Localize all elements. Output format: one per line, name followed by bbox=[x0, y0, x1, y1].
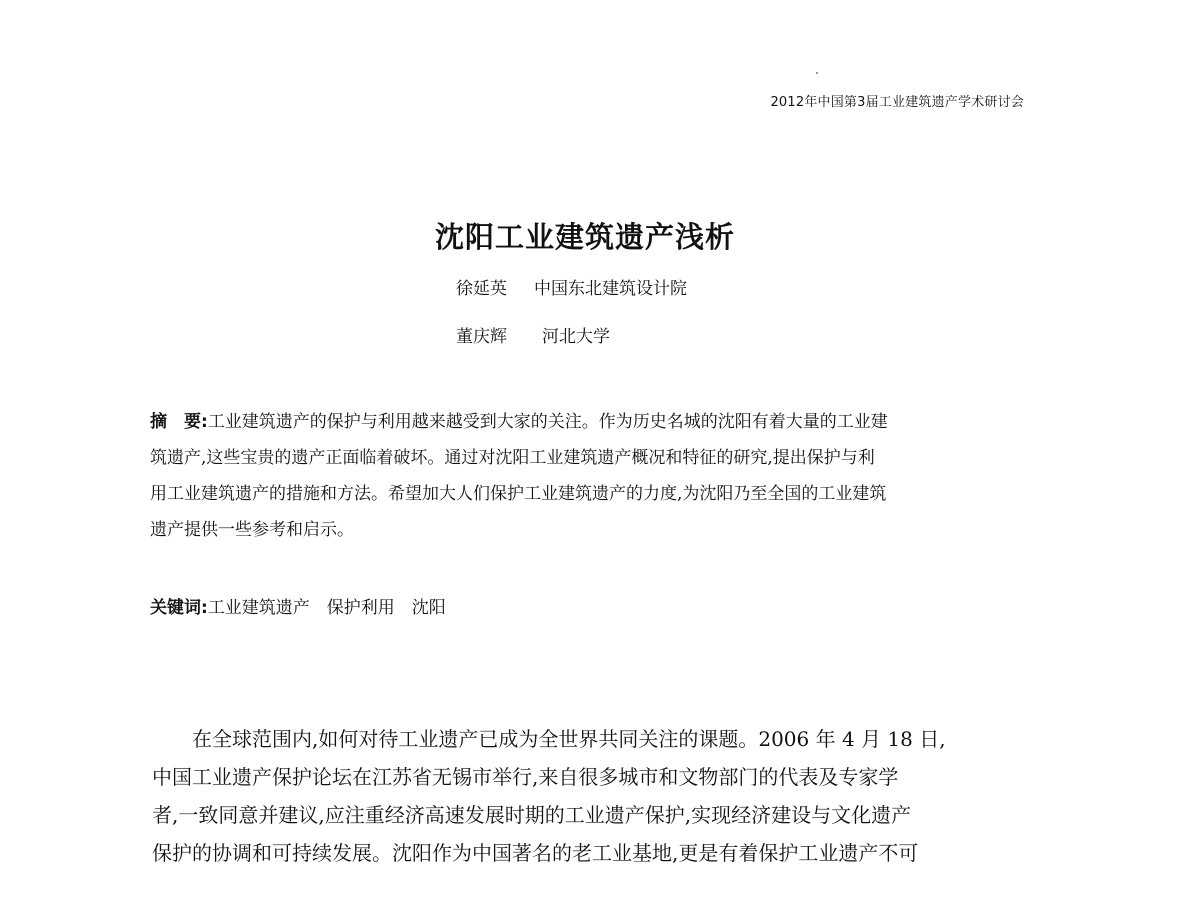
abstract bbox=[150, 404, 1030, 548]
abstract-line: 遗产提供一些参考和启示。 bbox=[150, 520, 354, 540]
abstract-label: 摘 要: bbox=[150, 412, 208, 432]
body-line: 者,一致同意并建议,应注重经济高速发展时期的工业遗产保护,实现经济建设与文化遗产 bbox=[152, 803, 912, 827]
abstract-line: 用工业建筑遗产的措施和方法。希望加大人们保护工业建筑遗产的力度,为沈阳乃至全国的工业建筑 bbox=[150, 484, 887, 504]
abstract-line: 筑遗产,这些宝贵的遗产正面临着破坏。通过对沈阳工业建筑遗产概况和特征的研究,提出保护与利 bbox=[150, 448, 875, 468]
keywords-label: 关键词: bbox=[150, 598, 208, 618]
author-name: 徐延英 bbox=[456, 279, 507, 299]
body-line: 在全球范围内,如何对待工业遗产已成为全世界共同关注的课题。2006 年 4 月 18 日, bbox=[192, 727, 946, 751]
body-line: 保护的协调和可持续发展。沈阳作为中国著名的老工业基地,更是有着保护工业遗产不可 bbox=[152, 841, 919, 865]
keywords-text: 工业建筑遗产 保护利用 沈阳 bbox=[207, 598, 446, 618]
body-line: 中国工业遗产保护论坛在江苏省无锡市举行,来自很多城市和文物部门的代表及专家学 bbox=[152, 765, 899, 789]
abstract-line bbox=[150, 404, 1030, 440]
abstract-text: 工业建筑遗产的保护与利用越来越受到大家的关注。作为历史名城的沈阳有着大量的工业建 bbox=[207, 412, 888, 432]
author-affiliation: 河北大学 bbox=[542, 327, 610, 347]
author-name: 董庆辉 bbox=[456, 327, 507, 347]
scan-speck bbox=[816, 72, 818, 74]
running-header: 2012年中国第3届工业建筑遗产学术研讨会 bbox=[770, 95, 1024, 110]
author-line bbox=[456, 322, 610, 347]
body-paragraph bbox=[152, 720, 1032, 872]
author-affiliation: 中国东北建筑设计院 bbox=[534, 279, 687, 299]
keywords bbox=[150, 593, 446, 618]
paper-title: 沈阳工业建筑遗产浅析 bbox=[434, 220, 735, 254]
author-line bbox=[456, 274, 687, 299]
